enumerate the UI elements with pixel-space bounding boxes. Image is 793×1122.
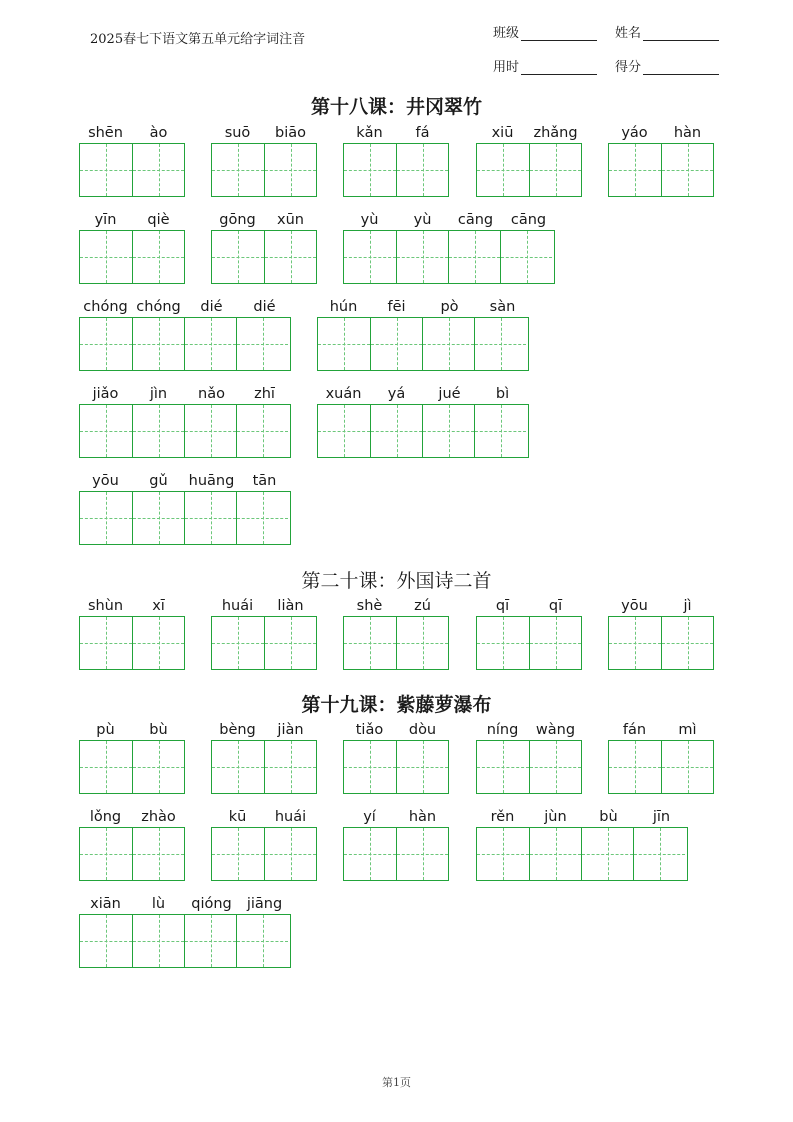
- character-box[interactable]: [477, 741, 529, 793]
- character-box[interactable]: [529, 741, 581, 793]
- tianzige-row: [476, 740, 582, 794]
- word-group: [79, 720, 185, 794]
- tianzige-row: [608, 143, 714, 197]
- character-box[interactable]: [212, 144, 264, 196]
- character-box[interactable]: [132, 144, 184, 196]
- character-box[interactable]: [344, 828, 396, 880]
- pinyin-label: zhǎng: [533, 125, 578, 141]
- character-box[interactable]: [132, 318, 184, 370]
- pinyin-label: ào: [149, 125, 168, 141]
- tianzige-row: [476, 143, 582, 197]
- pinyin-label: gōng: [219, 212, 256, 228]
- character-box[interactable]: [318, 318, 370, 370]
- time-label: 用时: [493, 60, 520, 75]
- pinyin-row: [343, 807, 449, 827]
- pinyin-label: xī: [152, 598, 165, 614]
- pinyin-label: zú: [414, 598, 431, 614]
- tianzige-row: [211, 827, 317, 881]
- pinyin-row: [317, 297, 529, 317]
- pinyin-label: zhī: [254, 386, 275, 402]
- tianzige-row: [79, 230, 185, 284]
- character-box[interactable]: [396, 617, 448, 669]
- character-box[interactable]: [236, 492, 288, 544]
- character-box[interactable]: [264, 741, 316, 793]
- word-group: [211, 807, 317, 881]
- class-label: 班级: [493, 26, 520, 41]
- word-group: [343, 210, 555, 284]
- pinyin-label: bì: [495, 386, 510, 402]
- pinyin-row: [476, 123, 582, 143]
- word-group: [79, 596, 185, 670]
- character-box[interactable]: [80, 492, 132, 544]
- pinyin-label: biāo: [275, 125, 306, 141]
- tianzige-row: [343, 230, 555, 284]
- pinyin-row: [343, 123, 449, 143]
- word-group: [343, 596, 449, 670]
- tianzige-row: [211, 616, 317, 670]
- pinyin-label: bèng: [219, 722, 256, 738]
- pinyin-label: mì: [678, 722, 697, 738]
- pinyin-label: jiǎo: [92, 386, 119, 402]
- pinyin-label: yù: [360, 212, 379, 228]
- character-box[interactable]: [184, 318, 236, 370]
- character-box[interactable]: [236, 915, 288, 967]
- pinyin-label: wàng: [535, 722, 576, 738]
- character-box[interactable]: [80, 318, 132, 370]
- worksheet-title: 2025春七下语文第五单元给字词注音: [90, 32, 306, 47]
- pinyin-label: jiàn: [277, 722, 304, 738]
- tianzige-row: [343, 143, 449, 197]
- lesson-19-title: 第十九课：紫藤萝瀑布: [301, 694, 492, 716]
- pinyin-label: qiè: [147, 212, 170, 228]
- score-field[interactable]: [615, 56, 719, 75]
- word-group: [211, 596, 317, 670]
- pinyin-label: shēn: [88, 125, 123, 141]
- tianzige-row: [476, 616, 582, 670]
- word-group: [608, 596, 714, 670]
- character-box[interactable]: [318, 405, 370, 457]
- tianzige-row: [79, 491, 291, 545]
- pinyin-label: dié: [200, 299, 223, 315]
- pinyin-row: [79, 471, 291, 491]
- character-box[interactable]: [344, 741, 396, 793]
- word-group: [79, 807, 185, 881]
- pinyin-row: [79, 210, 185, 230]
- pinyin-row: [211, 720, 317, 740]
- pinyin-row: [79, 297, 291, 317]
- character-box[interactable]: [212, 617, 264, 669]
- pinyin-label: lù: [151, 896, 166, 912]
- pinyin-row: [79, 894, 291, 914]
- character-box[interactable]: [500, 231, 552, 283]
- tianzige-row: [343, 616, 449, 670]
- pinyin-label: rěn: [490, 809, 515, 825]
- pinyin-label: tiǎo: [355, 722, 384, 738]
- character-box[interactable]: [132, 231, 184, 283]
- character-box[interactable]: [80, 741, 132, 793]
- character-box[interactable]: [264, 828, 316, 880]
- word-group: [317, 384, 529, 458]
- pinyin-row: [476, 807, 688, 827]
- pinyin-label: cāng: [510, 212, 547, 228]
- character-box[interactable]: [609, 741, 661, 793]
- tianzige-row: [211, 740, 317, 794]
- pinyin-label: xuán: [325, 386, 362, 402]
- character-box[interactable]: [609, 144, 661, 196]
- pinyin-label: chóng: [83, 299, 128, 315]
- pinyin-label: yīn: [94, 212, 117, 228]
- character-box[interactable]: [80, 231, 132, 283]
- pinyin-label: pù: [96, 722, 115, 738]
- character-box[interactable]: [80, 828, 132, 880]
- pinyin-label: jiāng: [246, 896, 283, 912]
- pinyin-row: [211, 807, 317, 827]
- character-box[interactable]: [661, 741, 713, 793]
- pinyin-label: jùn: [544, 809, 567, 825]
- pinyin-label: lǒng: [89, 809, 122, 825]
- pinyin-label: pò: [440, 299, 459, 315]
- tianzige-row: [317, 317, 529, 371]
- character-box[interactable]: [264, 231, 316, 283]
- word-group: [608, 123, 714, 197]
- word-group: [343, 720, 449, 794]
- pinyin-row: [211, 596, 317, 616]
- character-box[interactable]: [212, 828, 264, 880]
- pinyin-label: shè: [356, 598, 383, 614]
- pinyin-label: fá: [415, 125, 430, 141]
- tianzige-row: [79, 404, 291, 458]
- pinyin-row: [476, 720, 582, 740]
- pinyin-label: bù: [149, 722, 168, 738]
- pinyin-label: jīn: [652, 809, 671, 825]
- pinyin-row: [343, 210, 555, 230]
- score-label: 得分: [615, 60, 642, 75]
- pinyin-label: yáo: [621, 125, 648, 141]
- pinyin-label: sàn: [489, 299, 516, 315]
- pinyin-label: huái: [221, 598, 254, 614]
- pinyin-label: xiū: [491, 125, 514, 141]
- name-label: 姓名: [615, 26, 642, 41]
- character-box[interactable]: [396, 231, 448, 283]
- class-field[interactable]: [493, 22, 597, 41]
- pinyin-label: dòu: [408, 722, 437, 738]
- pinyin-label: gǔ: [149, 473, 168, 489]
- pinyin-row: [608, 720, 714, 740]
- character-box[interactable]: [422, 318, 474, 370]
- pinyin-label: qī: [495, 598, 510, 614]
- pinyin-label: fán: [622, 722, 647, 738]
- word-group: [317, 297, 529, 371]
- character-box[interactable]: [132, 915, 184, 967]
- character-box[interactable]: [633, 828, 685, 880]
- pinyin-label: yù: [413, 212, 432, 228]
- pinyin-row: [211, 210, 317, 230]
- class-blank[interactable]: [521, 26, 597, 41]
- character-box[interactable]: [132, 405, 184, 457]
- tianzige-row: [79, 616, 185, 670]
- page-number: 第1页: [382, 1076, 411, 1089]
- pinyin-row: [79, 123, 185, 143]
- character-box[interactable]: [370, 318, 422, 370]
- pinyin-label: liàn: [277, 598, 304, 614]
- tianzige-row: [79, 827, 185, 881]
- pinyin-row: [79, 720, 185, 740]
- pinyin-label: huái: [274, 809, 307, 825]
- time-blank[interactable]: [521, 60, 597, 75]
- pinyin-label: kǎn: [356, 125, 383, 141]
- pinyin-row: [79, 807, 185, 827]
- pinyin-row: [608, 123, 714, 143]
- character-box[interactable]: [132, 492, 184, 544]
- name-blank[interactable]: [643, 26, 719, 41]
- pinyin-label: hàn: [673, 125, 702, 141]
- word-group: [79, 894, 291, 968]
- pinyin-row: [211, 123, 317, 143]
- tianzige-row: [608, 740, 714, 794]
- pinyin-label: qī: [548, 598, 563, 614]
- character-box[interactable]: [132, 828, 184, 880]
- character-box[interactable]: [477, 144, 529, 196]
- word-group: [79, 471, 291, 545]
- character-box[interactable]: [609, 617, 661, 669]
- pinyin-row: [476, 596, 582, 616]
- tianzige-row: [343, 827, 449, 881]
- pinyin-label: zhào: [141, 809, 176, 825]
- pinyin-row: [317, 384, 529, 404]
- pinyin-row: [343, 720, 449, 740]
- pinyin-label: yá: [387, 386, 406, 402]
- character-box[interactable]: [236, 405, 288, 457]
- character-box[interactable]: [344, 231, 396, 283]
- tianzige-row: [317, 404, 529, 458]
- character-box[interactable]: [661, 144, 713, 196]
- pinyin-label: xūn: [277, 212, 304, 228]
- word-group: [211, 210, 317, 284]
- character-box[interactable]: [236, 318, 288, 370]
- tianzige-row: [211, 143, 317, 197]
- character-box[interactable]: [80, 405, 132, 457]
- character-box[interactable]: [132, 617, 184, 669]
- pinyin-label: xiān: [90, 896, 121, 912]
- pinyin-row: [79, 384, 291, 404]
- character-box[interactable]: [264, 617, 316, 669]
- word-group: [79, 123, 185, 197]
- pinyin-label: kū: [228, 809, 247, 825]
- tianzige-row: [211, 230, 317, 284]
- tianzige-row: [79, 914, 291, 968]
- word-group: [476, 720, 582, 794]
- pinyin-label: jì: [683, 598, 692, 614]
- word-group: [79, 384, 291, 458]
- character-box[interactable]: [581, 828, 633, 880]
- character-box[interactable]: [396, 144, 448, 196]
- pinyin-label: nǎo: [198, 386, 225, 402]
- character-box[interactable]: [396, 828, 448, 880]
- tianzige-row: [608, 616, 714, 670]
- pinyin-row: [79, 596, 185, 616]
- pinyin-label: cāng: [457, 212, 494, 228]
- character-box[interactable]: [264, 144, 316, 196]
- lesson-20-title: 第二十课：外国诗二首: [301, 570, 492, 592]
- tianzige-row: [79, 143, 185, 197]
- character-box[interactable]: [477, 828, 529, 880]
- lesson-18-title: 第十八课：井冈翠竹: [310, 96, 482, 118]
- word-group: [476, 807, 688, 881]
- word-group: [476, 596, 582, 670]
- character-box[interactable]: [132, 741, 184, 793]
- word-group: [79, 210, 185, 284]
- pinyin-label: jìn: [149, 386, 168, 402]
- pinyin-label: yí: [363, 809, 376, 825]
- character-box[interactable]: [422, 405, 474, 457]
- pinyin-label: dié: [253, 299, 276, 315]
- pinyin-label: huāng: [188, 473, 235, 489]
- pinyin-label: níng: [486, 722, 519, 738]
- character-box[interactable]: [370, 405, 422, 457]
- character-box[interactable]: [184, 405, 236, 457]
- character-box[interactable]: [184, 915, 236, 967]
- pinyin-label: fēi: [387, 299, 406, 315]
- character-box[interactable]: [477, 617, 529, 669]
- word-group: [211, 720, 317, 794]
- pinyin-row: [608, 596, 714, 616]
- pinyin-label: suō: [224, 125, 251, 141]
- character-box[interactable]: [448, 231, 500, 283]
- character-box[interactable]: [344, 617, 396, 669]
- character-box[interactable]: [80, 915, 132, 967]
- word-group: [343, 807, 449, 881]
- word-group: [608, 720, 714, 794]
- character-box[interactable]: [474, 405, 526, 457]
- tianzige-row: [79, 317, 291, 371]
- pinyin-label: yōu: [621, 598, 648, 614]
- character-box[interactable]: [80, 617, 132, 669]
- character-box[interactable]: [80, 144, 132, 196]
- pinyin-label: tān: [252, 473, 277, 489]
- score-blank[interactable]: [643, 60, 719, 75]
- tianzige-row: [343, 740, 449, 794]
- word-group: [79, 297, 291, 371]
- name-field[interactable]: [615, 22, 719, 41]
- pinyin-label: chóng: [136, 299, 181, 315]
- character-box[interactable]: [212, 231, 264, 283]
- character-box[interactable]: [184, 492, 236, 544]
- pinyin-label: hàn: [408, 809, 437, 825]
- pinyin-label: hún: [329, 299, 358, 315]
- word-group: [343, 123, 449, 197]
- pinyin-label: jué: [438, 386, 461, 402]
- character-box[interactable]: [396, 741, 448, 793]
- tianzige-row: [476, 827, 688, 881]
- pinyin-row: [343, 596, 449, 616]
- word-group: [211, 123, 317, 197]
- time-field[interactable]: [493, 56, 597, 75]
- character-box[interactable]: [474, 318, 526, 370]
- character-box[interactable]: [529, 144, 581, 196]
- character-box[interactable]: [529, 617, 581, 669]
- pinyin-label: shùn: [87, 598, 124, 614]
- pinyin-label: bù: [599, 809, 618, 825]
- character-box[interactable]: [529, 828, 581, 880]
- character-box[interactable]: [344, 144, 396, 196]
- character-box[interactable]: [212, 741, 264, 793]
- word-group: [476, 123, 582, 197]
- tianzige-row: [79, 740, 185, 794]
- character-box[interactable]: [661, 617, 713, 669]
- pinyin-label: yōu: [92, 473, 119, 489]
- pinyin-label: qióng: [191, 896, 232, 912]
